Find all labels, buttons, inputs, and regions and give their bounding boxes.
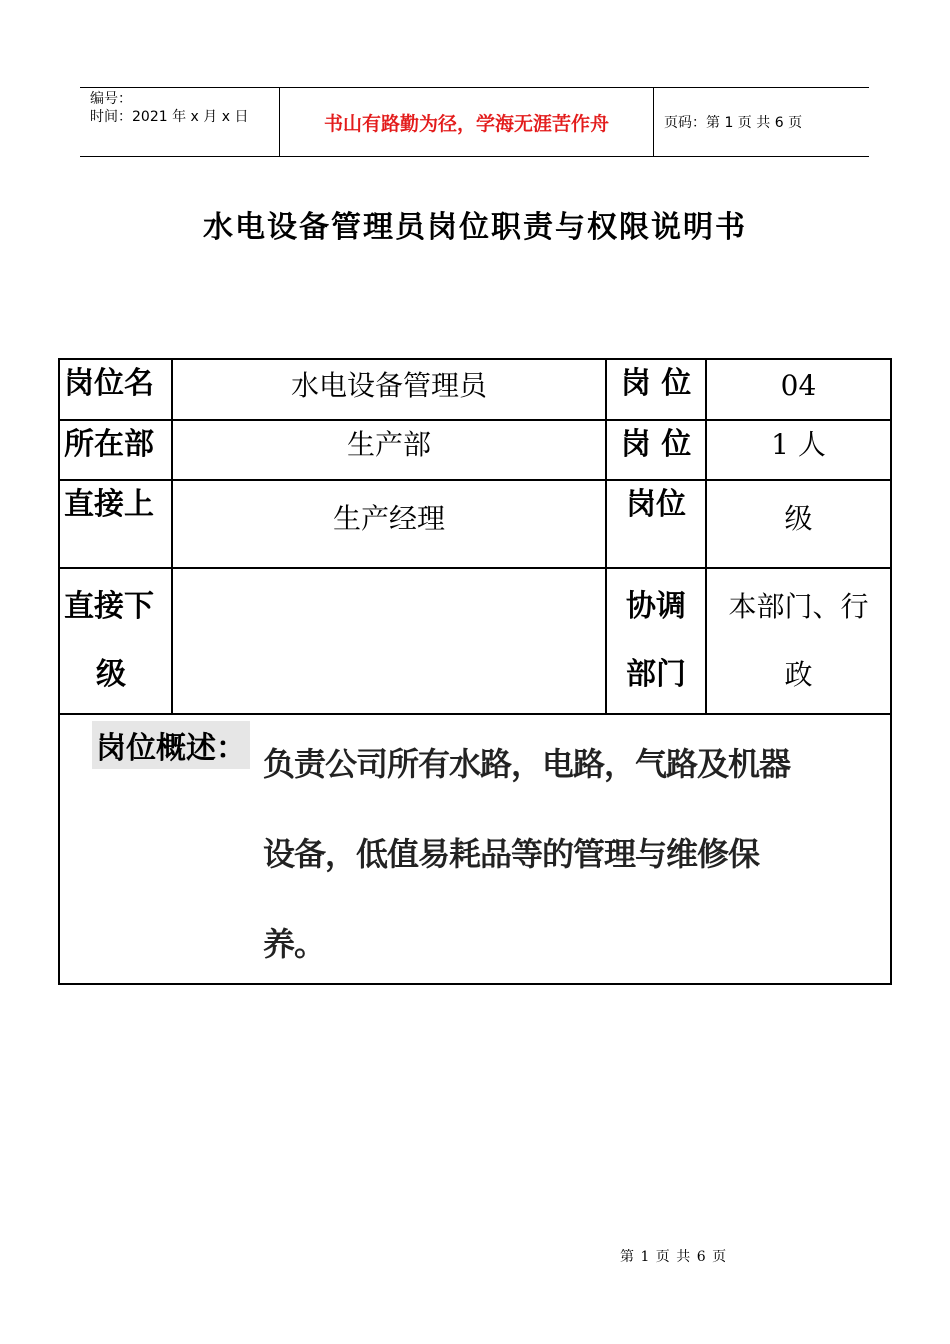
- direct-subordinate-label: [59, 568, 172, 714]
- position-code-value: 04: [706, 359, 891, 420]
- position-level-label: 岗位: [606, 480, 706, 568]
- position-code-label: 岗 位: [606, 359, 706, 420]
- headcount-label: 岗 位: [606, 420, 706, 480]
- department-label: 所在部: [59, 420, 172, 480]
- position-name-value: 水电设备管理员: [172, 359, 606, 420]
- document-title: 水电设备管理员岗位职责与权限说明书: [203, 210, 747, 245]
- direct-superior-value: 生产经理: [172, 480, 606, 568]
- header-meta: [80, 88, 280, 156]
- direct-subordinate-value: [172, 568, 606, 714]
- table-row: [59, 480, 891, 568]
- table-row: [59, 420, 891, 480]
- summary-line: 设备，低值易耗品等的管理与维修保: [263, 835, 760, 873]
- coordination-dept-label-line2: 部门: [626, 657, 686, 692]
- headcount-value: 1 人: [706, 420, 891, 480]
- summary-line: 养。: [263, 925, 326, 963]
- page-footer: 第 1 页 共 6 页: [620, 1249, 728, 1265]
- table-row: [59, 568, 891, 714]
- table-row: [59, 359, 891, 420]
- job-info-table: [58, 358, 892, 985]
- job-summary: [60, 715, 890, 983]
- doc-time-label: 时间：2021 年 x 月 x 日: [90, 109, 249, 125]
- header-motto: 书山有路勤为径，学海无涯苦作舟: [280, 88, 654, 156]
- summary-label: 岗位概述：: [92, 721, 250, 769]
- summary-line: 负责公司所有水路，电路，气路及机器: [263, 745, 791, 783]
- direct-subordinate-label-line1: 直接下: [64, 589, 154, 624]
- coordination-dept-value-line2: 政: [784, 658, 813, 691]
- coordination-dept-label-line1: 协调: [626, 589, 686, 624]
- summary-cell: [59, 714, 891, 984]
- direct-subordinate-label-line2: 级: [96, 657, 126, 692]
- coordination-dept-value: [706, 568, 891, 714]
- table-row: [59, 714, 891, 984]
- coordination-dept-label: [606, 568, 706, 714]
- coordination-dept-value-line1: 本部门、行: [728, 590, 869, 623]
- position-level-value: 级: [706, 480, 891, 568]
- position-name-label: 岗位名: [59, 359, 172, 420]
- department-value: 生产部: [172, 420, 606, 480]
- page-header: [80, 87, 869, 157]
- summary-text: [263, 719, 873, 989]
- doc-number-label: 编号：: [90, 91, 132, 107]
- header-page-number: 页码：第 1 页 共 6 页: [664, 115, 803, 131]
- direct-superior-label: 直接上: [59, 480, 172, 568]
